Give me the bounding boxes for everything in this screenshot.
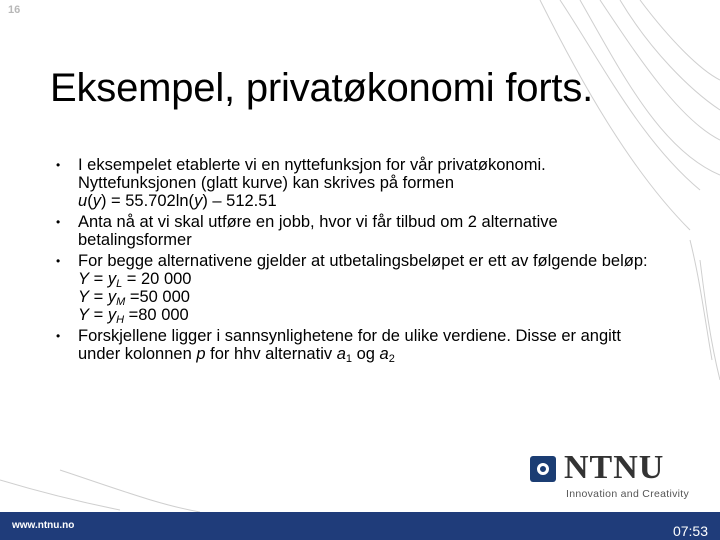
bullet-text: Anta nå at vi skal utføre en jobb, hvor vi får tilbud om 2 alternative betalingsformer (78, 213, 558, 249)
footer-time: 07:53 (672, 523, 708, 539)
ntnu-logo-mark-icon (530, 456, 556, 482)
bullet-text: I eksempelet etablerte vi en nyttefunksjon for vår privatøkonomi. Nyttefunksjonen (glatt kurve) kan skrives på formen (78, 156, 546, 192)
bullet-dot: • (56, 254, 61, 268)
bullet-item (50, 156, 660, 210)
bullet-dot: • (56, 215, 61, 229)
slide-number: 16 (8, 4, 21, 16)
bullet-text: Forskjellene ligger i sannsynlighetene for de ulike verdiene. Disse er angitt under kolonnen p for hhv alternativ $a_1$ og $a_2$ (78, 327, 621, 365)
bullet-item (50, 213, 660, 249)
bullet-dot: • (56, 329, 61, 343)
bullet-list (50, 156, 660, 366)
payment-line: $Y = y_H =80$ 000 (78, 306, 189, 326)
footer-bar (0, 512, 720, 540)
bullet-text: For begge alternativene gjelder at utbetalingsbeløpet er ett av følgende beløp: (78, 252, 648, 270)
footer-url: www.ntnu.no (12, 520, 75, 531)
bullet-item (50, 327, 660, 363)
bullet-item (50, 252, 660, 324)
bullet-dot: • (56, 158, 61, 172)
utility-formula: u(y) = 55.702ln(y) – 512.51 (78, 192, 277, 210)
logo-tagline: Innovation and Creativity (566, 488, 690, 500)
slide-title: Eksempel, privatøkonomi forts. (50, 66, 594, 110)
payment-line: $Y = y_M =50$ 000 (78, 288, 190, 308)
payment-line: $Y = y_L = 20$ 000 (78, 270, 192, 290)
logo-name: NTNU (564, 449, 665, 486)
ntnu-logo (528, 449, 708, 504)
